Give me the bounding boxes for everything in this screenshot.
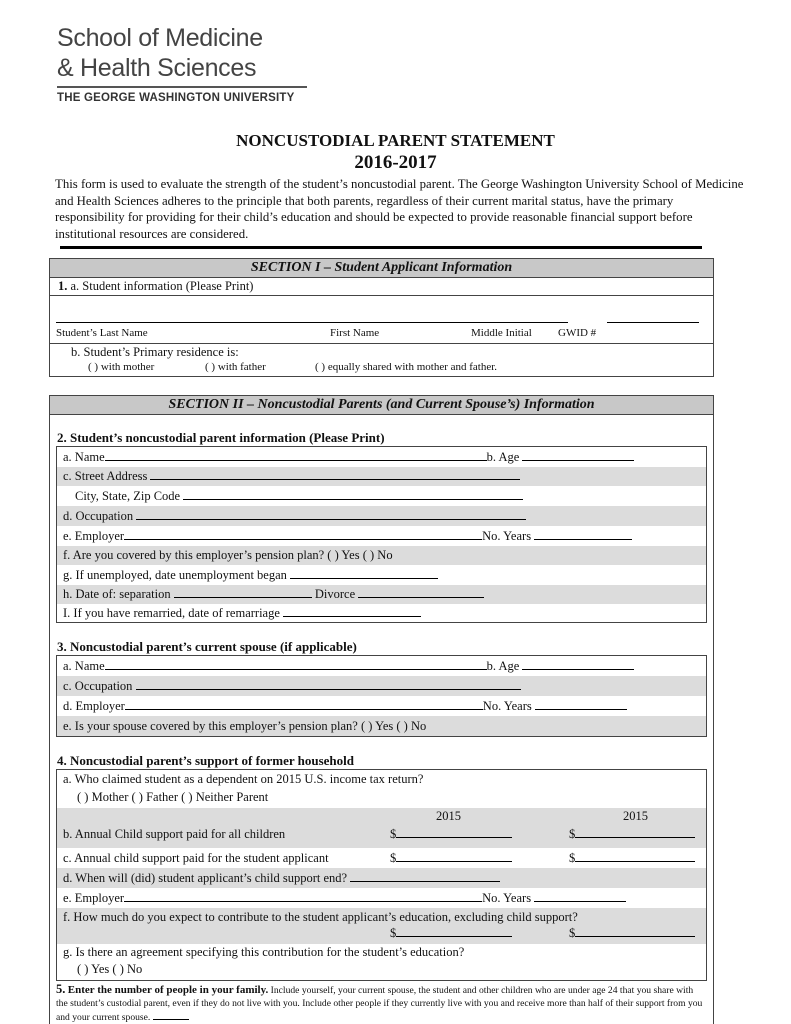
q2-age-line[interactable]	[522, 450, 634, 461]
q2-remarried-line[interactable]	[283, 606, 421, 617]
q5-bold-text: Enter the number of people in your family.	[67, 984, 269, 996]
q4f-dollar-1: $	[390, 926, 397, 940]
q4c-dollar-1: $	[390, 851, 397, 865]
q4e-line[interactable]	[124, 891, 482, 902]
q2-age-label: b. Age	[486, 450, 520, 464]
q2-city-line[interactable]	[183, 489, 523, 500]
q4b-row	[57, 808, 706, 848]
section-1-box	[49, 258, 714, 377]
q1a-label: a. Student information (Please Print)	[70, 279, 254, 293]
q1-number: 1.	[58, 279, 68, 293]
q3-years-label: No. Years	[482, 699, 532, 713]
q4b-amount-1[interactable]	[396, 827, 512, 838]
q2-remarried-row	[57, 604, 706, 623]
q2-employer-label: e. Employer	[63, 529, 125, 543]
q2-unemployed-line[interactable]	[290, 568, 438, 579]
q2-city-label: City, State, Zip Code	[75, 489, 181, 503]
q4-heading: 4. Noncustodial parent’s support of former household	[57, 753, 354, 768]
q3-employer-label: d. Employer	[63, 699, 125, 713]
q2-unemployed-row	[57, 565, 706, 585]
q4b-label: b. Annual Child support paid for all children	[63, 827, 286, 841]
page-year: 2016-2017	[354, 152, 437, 173]
q4d-row	[57, 868, 706, 888]
q4g-row	[57, 944, 706, 980]
q4c-label: c. Annual child support paid for the student applicant	[63, 851, 329, 865]
section-1-heading: SECTION I – Student Applicant Information	[50, 259, 713, 278]
q2-heading: 2. Student’s noncustodial parent information (Please Print)	[57, 430, 385, 445]
label-gwid: GWID #	[558, 327, 597, 339]
q2-name-label: a. Name	[63, 450, 105, 464]
q4b-dollar-1: $	[390, 827, 397, 841]
q3-occupation-row	[57, 676, 706, 696]
q4c-amount-1[interactable]	[396, 851, 512, 862]
q4e-years-line[interactable]	[534, 891, 626, 902]
q4c-row	[57, 848, 706, 868]
q2-remarried-label: I. If you have remarried, date of remarriage	[63, 606, 280, 620]
q2-divorce-label: Divorce	[314, 587, 356, 601]
q4f-label: f. How much do you expect to contribute to the student applicant’s education, excluding child support?	[63, 910, 578, 924]
q2-occupation-label: d. Occupation	[63, 509, 134, 523]
residence-father-option[interactable]: ( ) with father	[205, 361, 266, 373]
q4b-amount-2[interactable]	[575, 827, 695, 838]
q2-years-label: No. Years	[482, 529, 532, 543]
q4a-label: a. Who claimed student as a dependent on 2015 U.S. income tax return?	[63, 772, 424, 786]
q2-city-row	[57, 486, 706, 506]
q3-name-line[interactable]	[105, 659, 487, 670]
q3-age-label: b. Age	[486, 659, 520, 673]
q3-age-line[interactable]	[522, 659, 634, 670]
q4d-label: d. When will (did) student applicant’s child support end?	[63, 871, 348, 885]
q4e-years-label: No. Years	[482, 891, 532, 905]
q5-count-line[interactable]	[153, 1011, 189, 1020]
q2-separation-row	[57, 585, 706, 604]
q3-employer-line[interactable]	[125, 699, 483, 710]
q4e-label: e. Employer	[63, 891, 125, 905]
q4e-row	[57, 888, 706, 908]
q2-street-label: c. Street Address	[63, 469, 148, 483]
q4g-label: g. Is there an agreement specifying this contribution for the student’s education?	[63, 945, 465, 959]
label-middle-initial: Middle Initial	[471, 327, 532, 339]
q2-street-row	[57, 467, 706, 486]
q1a-row	[50, 278, 713, 296]
q2-employer-line[interactable]	[124, 529, 482, 540]
q2-name-row	[57, 447, 706, 467]
q3-employer-row	[57, 696, 706, 716]
q3-heading: 3. Noncustodial parent’s current spouse (if applicable)	[57, 639, 357, 654]
logo-rule	[57, 86, 307, 88]
q4f-amount-2[interactable]	[575, 926, 695, 937]
q3-name-row	[57, 656, 706, 676]
q4c-dollar-2: $	[569, 851, 576, 865]
q2-separation-label: h. Date of: separation	[63, 587, 171, 601]
q3-occupation-label: c. Occupation	[63, 679, 133, 693]
q2-employer-row	[57, 526, 706, 546]
q2-occupation-line[interactable]	[136, 509, 526, 520]
label-first-name: First Name	[330, 327, 380, 339]
q4b-dollar-2: $	[569, 827, 576, 841]
q4d-line[interactable]	[350, 871, 500, 882]
page-title: NONCUSTODIAL PARENT STATEMENT	[236, 131, 555, 150]
divider	[60, 246, 702, 249]
q3-name-label: a. Name	[63, 659, 105, 673]
q2-unemployed-label: g. If unemployed, date unemployment began	[63, 568, 287, 582]
q2-divorce-line[interactable]	[358, 587, 484, 598]
q3-years-line[interactable]	[535, 699, 627, 710]
q3-box	[56, 655, 707, 737]
q4-box	[56, 769, 707, 981]
q4-year-col2: 2015	[623, 809, 648, 823]
row-divider	[50, 343, 713, 344]
q5-number: 5.	[56, 982, 66, 996]
q3-occupation-line[interactable]	[136, 679, 521, 690]
q2-separation-line[interactable]	[174, 587, 312, 598]
q5-text: Include yourself, your current spouse, the student and other children who are under age 24 that you share with the student’s custodial parent, even if they do not live with you. Include other people if they currently live with you and receive more than half of their support from you and your current spouse.	[56, 985, 703, 1023]
section-2-heading: SECTION II – Noncustodial Parents (and Current Spouse’s) Information	[50, 396, 713, 415]
q4g-options[interactable]: ( ) Yes ( ) No	[77, 962, 143, 976]
logo-line-1: School of Medicine	[57, 24, 263, 52]
residence-mother-option[interactable]: ( ) with mother	[88, 361, 155, 373]
q2-pension-row[interactable]: f. Are you covered by this employer’s pension plan? ( ) Yes ( ) No	[57, 546, 706, 565]
q4-year-col1: 2015	[436, 809, 461, 823]
q4c-amount-2[interactable]	[575, 851, 695, 862]
q4f-row	[57, 908, 706, 944]
q4a-row	[57, 770, 706, 808]
q5-block	[56, 983, 707, 1024]
q2-years-line[interactable]	[534, 529, 632, 540]
gwid-line[interactable]	[607, 322, 699, 323]
logo-line-2: & Health Sciences	[57, 54, 257, 82]
q2-street-line[interactable]	[150, 469, 520, 480]
logo-school-name	[57, 23, 263, 83]
q4a-options[interactable]: ( ) Mother ( ) Father ( ) Neither Parent	[77, 790, 269, 804]
q2-name-line[interactable]	[105, 450, 487, 461]
q2-occupation-row	[57, 506, 706, 526]
intro-paragraph: This form is used to evaluate the strength of the student’s noncustodial parent. The George Washington University School of Medicine and Health Sciences adheres to the principle that both parents, regardless of their current marital status, have the primary responsibility for providing for their child’s education and should be expected to provide reasonable financial support before institutional resources are considered.	[55, 177, 744, 241]
q1b-label: b. Student’s Primary residence is:	[71, 345, 239, 359]
residence-shared-option[interactable]: ( ) equally shared with mother and father.	[315, 361, 498, 373]
q4f-amount-1[interactable]	[396, 926, 512, 937]
q2-box	[56, 446, 707, 623]
student-name-line[interactable]	[56, 322, 568, 323]
q4f-dollar-2: $	[569, 926, 576, 940]
q3-pension-row[interactable]: e. Is your spouse covered by this employer’s pension plan? ( ) Yes ( ) No	[57, 716, 706, 736]
logo-university: THE GEORGE WASHINGTON UNIVERSITY	[57, 92, 295, 104]
label-last-name: Student’s Last Name	[56, 327, 148, 339]
